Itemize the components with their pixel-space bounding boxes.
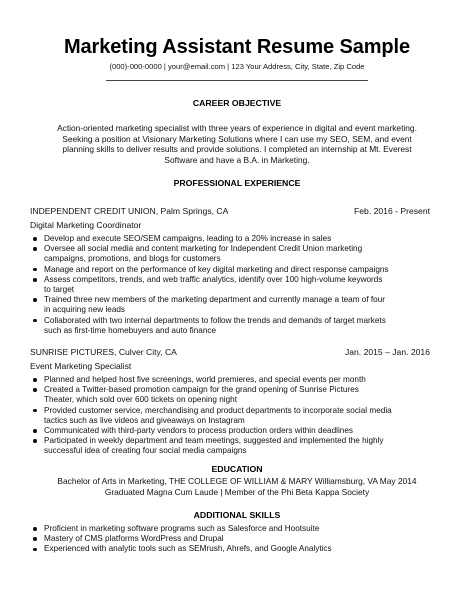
bullet-icon [33, 378, 37, 382]
bullet-line: such as first-time homebuyers and auto finance [44, 325, 217, 335]
job-header [30, 206, 430, 216]
skills-heading: ADDITIONAL SKILLS [193, 510, 281, 520]
list-item [30, 234, 444, 244]
bullet-line: Oversee all social media and content marketing for Independent Credit Union marketing [44, 244, 363, 254]
bullet-line: Trained three new members of the marketing department and currently manage a team of four [44, 295, 386, 305]
objective-heading: CAREER OBJECTIVE [192, 98, 282, 108]
bullet-icon [33, 429, 37, 433]
bullet-line: to target [44, 285, 75, 295]
bullet-icon [33, 247, 37, 251]
objective-line: Seeking a position at Visionary Marketing Solutions where I can use my SEO, SEM, and event [62, 133, 412, 144]
bullet-line: successful idea of creating four social media campaigns [44, 446, 247, 456]
bullet-line: Theater, which sold over 600 tickets on opening night [44, 395, 237, 405]
list-item [30, 295, 444, 315]
bullet-line: tactics such as live videos and giveaways on Instagram [44, 415, 245, 425]
bullet-icon [33, 388, 37, 392]
list-item [30, 375, 444, 385]
skill-line: Mastery of CMS platforms WordPress and Drupal [44, 534, 224, 544]
skills-list [30, 524, 444, 555]
header-divider [106, 80, 368, 81]
bullet-line: Created a Twitter-based promotion campaign for the grand opening of Sunrise Pictures [44, 385, 359, 395]
bullet-icon [33, 439, 37, 443]
list-item [30, 524, 444, 534]
job-title: Event Marketing Specialist [30, 361, 132, 371]
bullet-line: Manage and report on the performance of key digital marketing and direct response campaigns [44, 264, 389, 274]
objective-line: planning skills to deliver results and provide solutions. I completed an internship at Mt. Everest [62, 144, 412, 155]
skill-line: Proficient in marketing software programs such as Salesforce and Hootsuite [44, 524, 320, 533]
bullet-line: Develop and execute SEO/SEM campaigns, leading to a 20% increase in sales [44, 234, 332, 243]
bullet-line: Communicated with third-party vendors to process production orders within deadlines [44, 426, 354, 436]
skill-line: Experienced with analytic tools such as SEMrush, Ahrefs, and Google Analytics [44, 544, 332, 554]
education-degree: Bachelor of Arts in Marketing, THE COLLEGE OF WILLIAM & MARY Williamsburg, VA May 2014 [57, 476, 417, 486]
bullet-line: campaigns, promotions, and blogs for customers [44, 254, 221, 264]
bullet-icon [33, 409, 37, 413]
job-bullets [30, 375, 444, 457]
list-item [30, 316, 444, 336]
list-item [30, 275, 444, 295]
bullet-line: Provided customer service, merchandising and product departments to incorporate social media [44, 405, 392, 415]
list-item [30, 385, 444, 405]
job-company: INDEPENDENT CREDIT UNION, Palm Springs, CA [30, 206, 229, 216]
objective-line: Action-oriented marketing specialist with three years of experience in digital and event marketing. [57, 123, 417, 133]
list-item [30, 436, 444, 456]
bullet-line: in acquiring new leads [44, 305, 126, 315]
bullet-line: Planned and helped host five screenings, world premieres, and special events per month [44, 375, 366, 384]
job-dates: Jan. 2015 – Jan. 2016 [344, 347, 430, 357]
list-item [30, 544, 444, 554]
job-header [30, 347, 430, 357]
education-honors: Graduated Magna Cum Laude | Member of the Phi Beta Kappa Society [104, 486, 370, 497]
job-dates: Feb. 2016 - Present [354, 206, 430, 216]
bullet-line: Collaborated with two internal departments to follow the trends and demands of target markets [44, 315, 386, 325]
bullet-line: Assess competitors, trends, and web traffic analytics, identify over 100 high-volume keywords [44, 274, 383, 284]
job-company: SUNRISE PICTURES, Culver City, CA [30, 347, 177, 357]
experience-heading: PROFESSIONAL EXPERIENCE [173, 178, 301, 188]
resume-title: Marketing Assistant Resume Sample [63, 36, 411, 58]
education-details [0, 476, 474, 497]
bullet-icon [33, 268, 37, 272]
contact-line: (000)-000-0000 | your@email.com | 123 Your Address, City, State, Zip Code [109, 62, 365, 71]
objective-paragraph [30, 123, 444, 165]
list-item [30, 244, 444, 264]
bullet-icon [33, 527, 37, 531]
list-item [30, 406, 444, 426]
list-item [30, 534, 444, 544]
list-item [30, 265, 444, 275]
bullet-icon [33, 298, 37, 302]
bullet-icon [33, 278, 37, 282]
job-bullets [30, 234, 444, 336]
list-item [30, 426, 444, 436]
bullet-line: Participated in weekly department and team meetings, suggested and implemented the highly [44, 436, 384, 446]
bullet-icon [33, 537, 37, 541]
bullet-icon [33, 319, 37, 323]
education-heading: EDUCATION [211, 464, 263, 474]
objective-line: Software and have a B.A. in Marketing. [164, 154, 310, 165]
bullet-icon [33, 237, 37, 241]
job-title: Digital Marketing Coordinator [30, 220, 142, 230]
bullet-icon [33, 548, 37, 552]
